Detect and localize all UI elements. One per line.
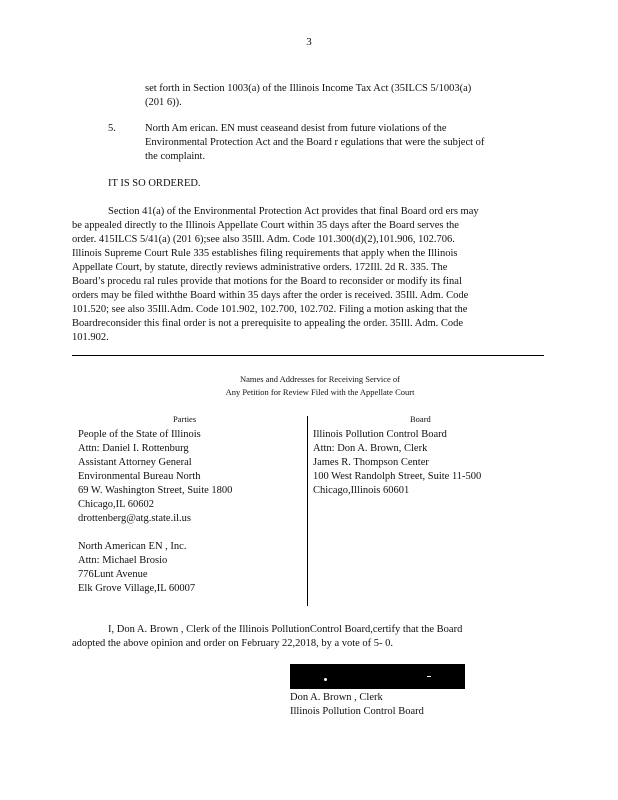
spacer: [78, 526, 232, 540]
text-line: Appellate Court, by statute, directly reviews administrative orders. 172Ill. 2d R. 335. The: [72, 262, 448, 273]
email-address: drottenberg@atg.state.il.us: [78, 513, 191, 524]
redaction-mark: [427, 676, 431, 677]
signature-block: [290, 691, 424, 719]
service-header-line1: Names and Addresses for Receiving Service of: [239, 374, 401, 384]
address-line: James R. Thompson Center: [313, 457, 429, 468]
text-line: order. 415ILCS 5/41(a) (201 6);see also 35Ill. Adm. Code 101.300(d)(2),101.906, 102.706.: [72, 234, 455, 245]
address-line: Attn: Daniel I. Rottenburg: [78, 443, 189, 454]
signer-name: Don A. Brown , Clerk: [290, 692, 383, 703]
address-line: North American EN , Inc.: [78, 541, 187, 552]
address-line: 69 W. Washington Street, Suite 1800: [78, 485, 233, 496]
address-line: Chicago,IL 60602: [78, 499, 155, 510]
appeal-paragraph: [72, 205, 544, 345]
text-line: North Am erican. EN must ceaseand desist from future violations of the: [145, 123, 447, 134]
page-number: 3: [306, 36, 312, 48]
address-line: Assistant Attorney General: [78, 457, 192, 468]
service-header: [150, 373, 490, 399]
text-line: Environmental Protection Act and the Board r egulations that were the subject of: [145, 137, 485, 148]
item4-continuation: [145, 82, 471, 110]
address-line: Elk Grove Village,IL 60007: [78, 583, 196, 594]
text-line: adopted the above opinion and order on February 22,2018, by a vote of 5- 0.: [72, 638, 394, 649]
address-line: Attn: Michael Brosio: [78, 555, 168, 566]
redacted-signature: [290, 664, 465, 689]
address-line: 100 West Randolph Street, Suite 11-500: [313, 471, 482, 482]
item5-number: 5.: [108, 123, 116, 134]
board-label: Board: [410, 414, 431, 424]
address-line: Illinois Pollution Control Board: [313, 429, 447, 440]
section-divider: [72, 355, 544, 356]
address-line: Chicago,Illinois 60601: [313, 485, 410, 496]
parties-label: Parties: [173, 414, 197, 424]
column-divider: [307, 416, 308, 606]
text-line: Boardreconsider this final order is not a prerequisite to appealing the order. 35Ill. Adm. Code: [72, 318, 464, 329]
item5-text: [145, 122, 484, 164]
address-line: 776Lunt Avenue: [78, 569, 148, 580]
text-line: set forth in Section 1003(a) of the Illinois Income Tax Act (35ILCS 5/1003(a): [145, 83, 472, 94]
service-header-line2: Any Petition for Review Filed with the Appellate Court: [225, 387, 415, 397]
address-line: People of the State of Illinois: [78, 429, 201, 440]
signer-title: Illinois Pollution Control Board: [290, 706, 424, 717]
certification-paragraph: [72, 623, 544, 651]
text-line: be appealed directly to the Illinois Appellate Court within 35 days after the Board serves the: [72, 220, 459, 231]
text-line: 101.902.: [72, 332, 109, 343]
address-line: Attn: Don A. Brown, Clerk: [313, 443, 428, 454]
parties-list: [78, 428, 232, 596]
text-line: I, Don A. Brown , Clerk of the Illinois PollutionControl Board,certify that the Board: [108, 624, 463, 635]
text-line: Illinois Supreme Court Rule 335 establishes filing requirements that apply when the Illinois: [72, 248, 458, 259]
board-list: [313, 428, 481, 498]
redaction-mark: [324, 678, 327, 681]
text-line: (201 6)).: [145, 97, 182, 108]
address-line: Environmental Bureau North: [78, 471, 201, 482]
text-line: orders may be filed withthe Board within 35 days after the order is received. 35Ill. Adm. Code: [72, 290, 469, 301]
text-line: Section 41(a) of the Environmental Protection Act provides that final Board ord ers may: [108, 206, 479, 217]
text-line: 101.520; see also 35Ill.Adm. Code 101.902, 102.700, 102.702. Filing a motion asking that the: [72, 304, 468, 315]
text-line: the complaint.: [145, 151, 206, 162]
so-ordered: IT IS SO ORDERED.: [108, 178, 201, 189]
text-line: Board’s procedu ral rules provide that motions for the Board to reconsider or modify its final: [72, 276, 462, 287]
